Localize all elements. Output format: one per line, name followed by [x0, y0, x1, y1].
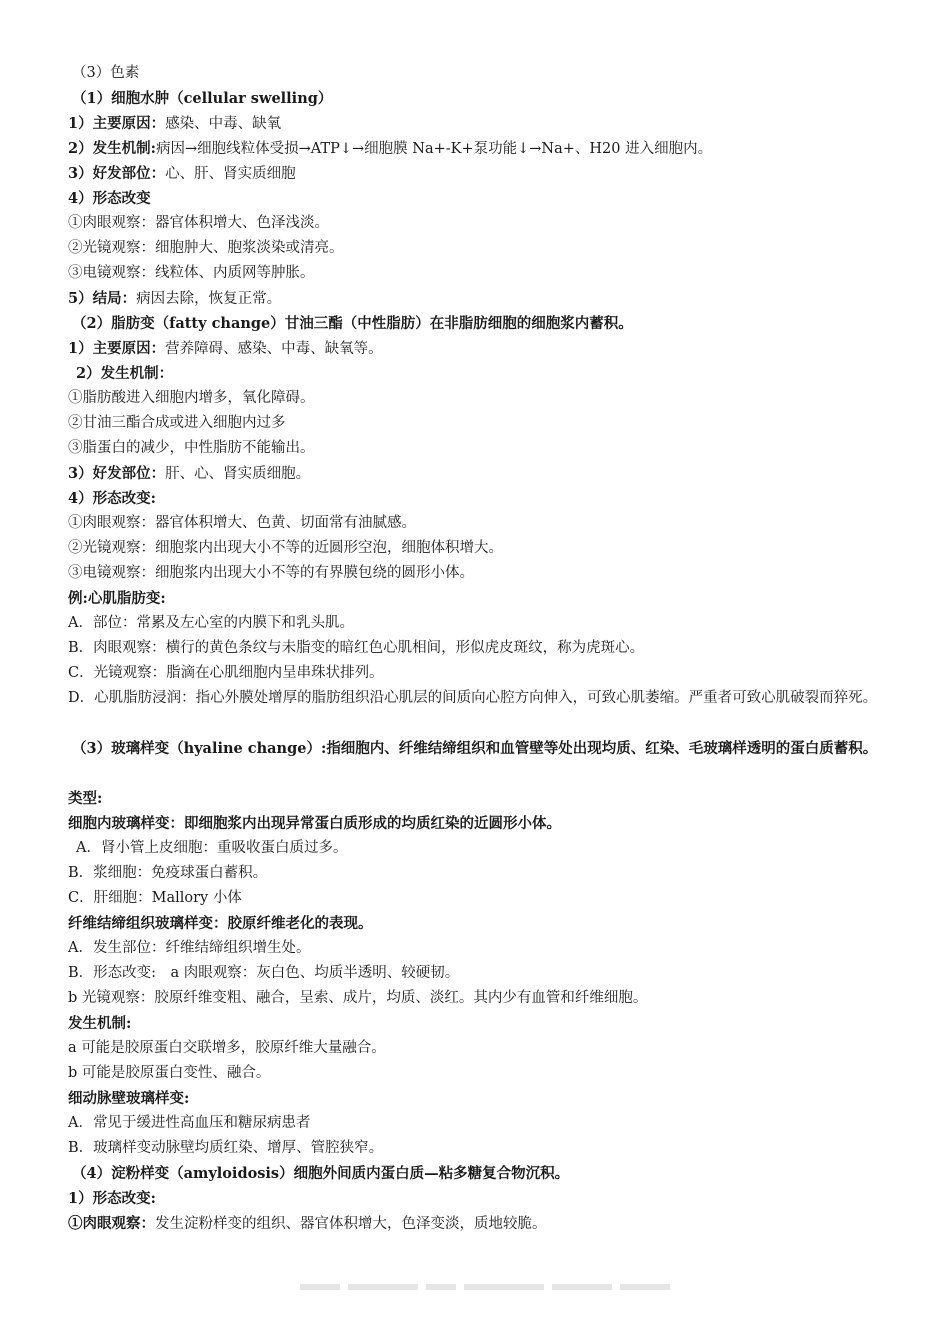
text-line: ②光镜观察：细胞肿大、胞浆淡染或清亮。: [68, 240, 344, 256]
text-line: ①肉眼观察：器官体积增大、色泽浅淡。: [68, 215, 329, 231]
text-line: [68, 461, 878, 486]
line-text: 心、肝、肾实质细胞: [165, 166, 296, 182]
subheading: 4）形态改变:: [68, 490, 156, 507]
line-label: 1）主要原因：: [68, 340, 166, 357]
text-line: [68, 161, 878, 186]
section-heading: （4）淀粉样变（amyloidosis）细胞外间质内蛋白质—粘多糖复合物沉积。: [72, 1165, 570, 1182]
line-label: （3）玻璃样变（hyaline change）:: [72, 740, 327, 757]
line-label: 3）好发部位：: [68, 165, 166, 182]
text-line: B．形态改变: a 肉眼观察：灰白色、均质半透明、较硬韧。: [68, 965, 460, 981]
paragraph: D．心肌脂肪浸润：指心外膜处增厚的脂肪组织沿心肌层的间质向心腔方向伸入，可致心肌萎缩。严重者可致心肌破裂而猝死。: [68, 690, 878, 706]
text-line: ③脂蛋白的减少，中性脂肪不能输出。: [68, 440, 315, 456]
line-label: 1）主要原因：: [68, 115, 166, 132]
line-label: 2）发生机制:: [68, 140, 156, 157]
subheading: 类型:: [68, 790, 103, 807]
text-line: ①肉眼观察：器官体积增大、色黄、切面常有油腻感。: [68, 515, 416, 531]
text-line: ③电镜观察：线粒体、内质网等肿胀。: [68, 265, 315, 281]
text-line: [68, 336, 878, 361]
text-line: ②甘油三酯合成或进入细胞内过多: [68, 415, 286, 431]
text-line: B．肉眼观察：横行的黄色条纹与未脂变的暗红色心肌相间，形似虎皮斑纹，称为虎斑心。: [68, 640, 645, 656]
section-heading: [72, 736, 878, 762]
text-line: [68, 286, 878, 311]
subheading: 1）形态改变:: [68, 1190, 156, 1207]
line-text: 指细胞内、纤维结缔组织和血管壁等处出现均质、红染、毛玻璃样透明的蛋白质蓄积。: [326, 740, 878, 757]
text-line: [68, 1211, 878, 1236]
text-line: B．浆细胞：免疫球蛋白蓄积。: [68, 865, 268, 881]
text-line: ①脂肪酸进入细胞内增多，氧化障碍。: [68, 390, 315, 406]
line-text: 病因→细胞线粒体受损→ATP↓→细胞膜 Na+-K+泵功能↓→Na+、H20 进入细胞内。: [155, 141, 713, 157]
line-text: 发生淀粉样变的组织、器官体积增大，色泽变淡，质地较脆。: [155, 1216, 547, 1232]
text-line: A．肾小管上皮细胞：重吸收蛋白质过多。: [76, 840, 348, 856]
subheading: 纤维结缔组织玻璃样变：胶原纤维老化的表现。: [68, 915, 373, 932]
text-line: （3）色素: [72, 65, 140, 81]
text-line: B．玻璃样变动脉壁均质红染、增厚、管腔狭窄。: [68, 1140, 384, 1156]
text-line: ②光镜观察：细胞浆内出现大小不等的近圆形空泡，细胞体积增大。: [68, 540, 503, 556]
text-line: a 可能是胶原蛋白交联增多，胶原纤维大量融合。: [68, 1040, 386, 1056]
section-heading: （2）脂肪变（fatty change）甘油三酯（中性脂肪）在非脂肪细胞的细胞浆内蓄积。: [72, 315, 633, 332]
line-label: 3）好发部位：: [68, 465, 166, 482]
subheading: 细胞内玻璃样变：即细胞浆内出现异常蛋白质形成的均质红染的近圆形小体。: [68, 815, 561, 832]
text-line: b 光镜观察：胶原纤维变粗、融合，呈索、成片，均质、淡红。其内少有血管和纤维细胞。: [68, 990, 648, 1006]
subheading: 例:心肌脂肪变:: [68, 590, 166, 607]
text-line: C．光镜观察：脂滴在心肌细胞内呈串珠状排列。: [68, 665, 384, 681]
text-line: ③电镜观察：细胞浆内出现大小不等的有界膜包绕的圆形小体。: [68, 565, 474, 581]
footer-watermark-graphic: [300, 1280, 680, 1294]
text-line: A．部位：常累及左心室的内膜下和乳头肌。: [68, 615, 354, 631]
line-label: ①肉眼观察：: [68, 1215, 155, 1232]
subheading: 细动脉壁玻璃样变:: [68, 1090, 190, 1107]
text-line: A．发生部位：纤维结缔组织增生处。: [68, 940, 311, 956]
text-line: A．常见于缓进性高血压和糖尿病患者: [68, 1115, 311, 1131]
line-label: 5）结局：: [68, 290, 137, 307]
subheading: 发生机制:: [68, 1015, 132, 1032]
section-heading: （1）细胞水肿（cellular swelling）: [72, 90, 333, 107]
subheading: 2）发生机制：: [76, 365, 174, 382]
text-line: [68, 136, 878, 161]
line-text: 感染、中毒、缺氧: [165, 116, 282, 132]
line-text: 病因去除，恢复正常。: [136, 291, 282, 307]
line-text: 营养障碍、感染、中毒、缺氧等。: [165, 341, 383, 357]
text-line: b 可能是胶原蛋白变性、融合。: [68, 1065, 271, 1081]
text-line: [68, 111, 878, 136]
footer-watermark: [300, 1280, 680, 1294]
line-text: 肝、心、肾实质细胞。: [165, 466, 311, 482]
text-line: C．肝细胞：Mallory 小体: [68, 890, 242, 906]
subheading: 4）形态改变: [68, 190, 151, 207]
